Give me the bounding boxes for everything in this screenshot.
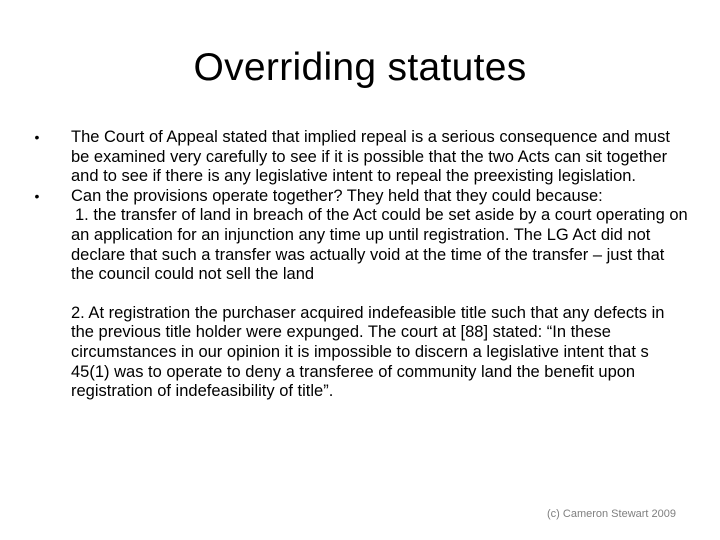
bullet-item-2	[30, 187, 690, 207]
bullet-icon: •	[34, 187, 40, 204]
numbered-point-1: 1. the transfer of land in breach of the Act could be set aside by a court operating on an application for an injunction any time up until registration. The LG Act did not declare that such a transfer was actually void at the time of the transfer – just that the council could not sell the land	[71, 206, 688, 284]
copyright-footer: (c) Cameron Stewart 2009	[547, 508, 676, 520]
slide-body	[30, 128, 690, 402]
bullet-text-2: Can the provisions operate together? They held that they could because:	[71, 186, 603, 205]
slide-title: Overriding statutes	[193, 46, 527, 89]
bullet-item-1	[30, 128, 690, 187]
bullet-icon: •	[34, 129, 40, 145]
numbered-point-2: 2. At registration the purchaser acquired indefeasible title such that any defects in the previous title holder were expunged. The court at [88] stated: “In these circumstances in our opinion it is impossible to discern a legislative intent that s 45(1) was to operate to deny a transferee of community land the benefit upon registration of indefeasibility of title”.	[71, 303, 665, 401]
spacer	[30, 285, 690, 304]
bullet-text-1: The Court of Appeal stated that implied repeal is a serious consequence and must be examined very carefully to see if it is possible that the two Acts can sit together and to see if there is any legislative intent to repeal the preexisting legislation.	[71, 128, 670, 186]
